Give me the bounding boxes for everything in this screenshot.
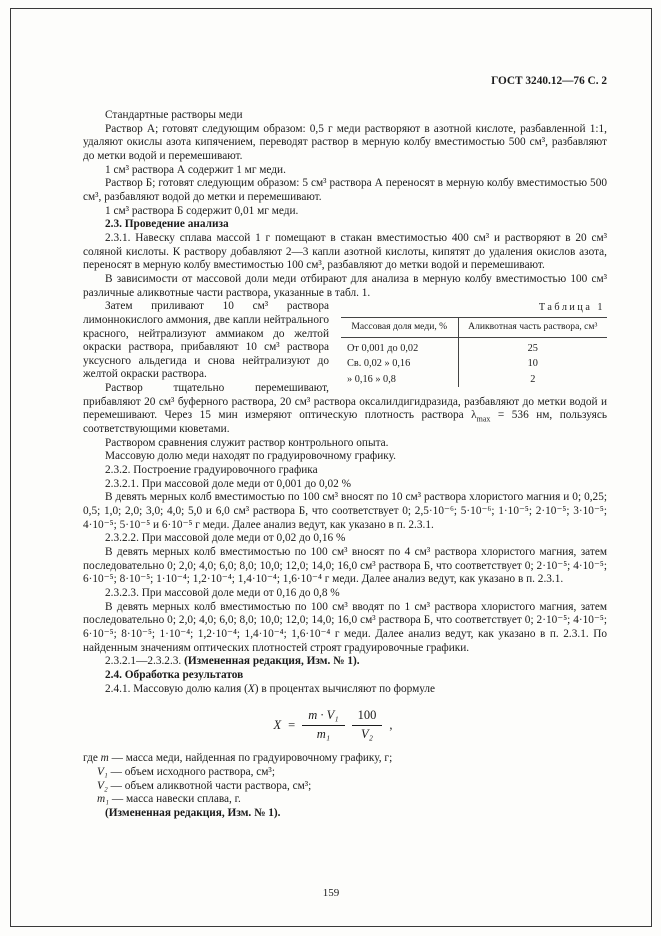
formula-variable-x-inline: X [247, 682, 255, 695]
fraction-2-denominator: V₂ [360, 726, 373, 741]
amendment-sections: 2.3.2.1—2.3.2.3. [105, 655, 185, 668]
fraction-1 [302, 708, 344, 742]
cell-value: 10 [527, 358, 538, 370]
definition-m [83, 752, 607, 766]
amendment-label: (Измененная редакция, Изм. № 1). [184, 655, 360, 668]
paragraph-2-3-2-3: В девять мерных колб вместимостью по 100 см³ вводят по 1 см³ раствора хлористого магния, затем последовательно 0; 2,0; 4,0; 6,0; 8,0; 10,0; 12,0; 14,0; 16,0 см³ раствора Б, что соответствует 0; 2·10⁻⁵; 4·10⁻⁵; 6·10⁻⁵; 8·10⁻⁵; 1·10⁻⁴; 1,2·10⁻⁴; 1,4·10⁻⁴; 1,6·10⁻⁴ г меди. Далее анализ ведут, как указано в п. 2.3.1. По найденным значениям оптических плотностей строят градуировочные графики. [83, 600, 607, 654]
table-row [341, 372, 607, 387]
final-amendment-label: (Измененная редакция, Изм. № 1). [105, 807, 281, 820]
paragraph-optical-density-tail: = 536 нм, пользуясь соответствующими кюветами. [83, 409, 608, 436]
cell-range: » 0,16 » 0,8 [341, 372, 458, 387]
definition-variable: V₁ [97, 766, 108, 779]
table-1 [341, 317, 607, 387]
definition-text: — объем аликвотной части раствора, см³; [107, 779, 312, 792]
page-border-frame [10, 8, 652, 927]
page-number: 159 [322, 886, 340, 899]
table-row [341, 357, 607, 372]
definition-m1 [83, 793, 607, 807]
cell-value: 25 [527, 342, 538, 354]
paragraph-citrate-addition: Затем приливают 10 см³ раствора лимоннокислого аммония, две капли нейтрального красного, нейтрализуют аммиаком до желтой окраски раствора, прибавляют 10 см³ раствора уксусного альдегида и снова нейтрализуют до желтой окраски раствора. [83, 300, 329, 381]
definition-variable: m [100, 752, 109, 765]
paragraph-final-amendment [83, 807, 607, 821]
definition-v1 [83, 766, 607, 780]
fraction-1-numerator: m · V₁ [302, 708, 344, 726]
formula-lhs: X [273, 717, 282, 732]
heading-2-3: 2.3. Проведение анализа [105, 218, 229, 231]
paragraph-calibration-graph: Массовую долю меди находят по градуировочному графику. [105, 450, 396, 463]
paragraph-2-3-2-2: В девять мерных колб вместимостью по 100 см³ вносят по 4 см³ раствора хлористого магния, затем последовательно 0; 2,0; 4,0; 6,0; 8,0; 10,0; 12,0; 14,0; 16,0 см³ раствора Б, что соответствует 0; 2·10⁻⁵; 4·10⁻⁵; 6·10⁻⁵; 8·10⁻⁵; 1·10⁻⁴; 1,2·10⁻⁴; 1,4·10⁻⁴; 1,6·10⁻⁴ г меди. Далее анализ ведут, как указано в п. 2.3.1. [83, 546, 607, 586]
paragraph-aliquot: В зависимости от массовой доли меди отбирают для анализа в мерную колбу вместимостью 100 см³ различные аликвотные части раствора, указанные в табл. 1. [83, 272, 607, 299]
document-body [83, 109, 607, 821]
paragraph-2-4-1-text: 2.4.1. Массовую долю калия ( [105, 682, 248, 695]
definitions-list [83, 752, 607, 807]
paragraph-solution-a: Раствор А; готовят следующим образом: 0,5 г меди растворяют в азотной кислоте, разбавленной 1:1, удаляют окислы азота кипячением, переводят раствор в мерную колбу вместимостью 500 см³, разбавляют до метки водой и перемешивают. [83, 122, 607, 162]
lambda-max-subscript: max [476, 414, 491, 424]
definition-text: — масса меди, найденная по градуировочному графику, г; [108, 752, 393, 765]
paragraph-amendment-note [83, 655, 607, 669]
cell-range: Св. 0,02 » 0,16 [341, 357, 458, 372]
column-header-aliquot-part: Аликвотная часть раствора, см³ [458, 318, 607, 338]
definition-prefix: где [83, 752, 101, 765]
formula-comma: , [389, 717, 393, 732]
heading-2-4: 2.4. Обработка результатов [105, 668, 244, 681]
paragraph-solution-b: Раствор Б; готовят следующим образом: 5 см³ раствора А переносят в мерную колбу вместимостью 500 см³, разбавляют водой до метки и перемешивают. [83, 177, 607, 203]
fraction-2 [352, 708, 383, 742]
heading-2-3-2-2: 2.3.2.2. При массовой доле меди от 0,02 до 0,16 % [105, 532, 346, 545]
cell-range: От 0,001 до 0,02 [341, 337, 458, 356]
doc-reference: ГОСТ 3240.12—76 С. 2 [491, 75, 607, 87]
formula-mass-fraction [83, 708, 583, 742]
heading-2-3-2: 2.3.2. Построение градуировочного графика [105, 464, 318, 477]
paragraph-solution-b-content: 1 см³ раствора Б содержит 0,01 мг меди. [105, 204, 299, 217]
definition-text: — объем исходного раствора, см³; [107, 766, 275, 779]
definition-text: — масса навески сплава, г. [109, 793, 241, 806]
paragraph-standard-solutions-title: Стандартные растворы меди [105, 109, 243, 121]
heading-2-3-2-1: 2.3.2.1. При массовой доле меди от 0,001 до 0,02 % [105, 477, 352, 490]
table-1-container [341, 302, 607, 387]
equals-sign: = [288, 717, 296, 732]
paragraph-solution-a-content: 1 см³ раствора А содержит 1 мг меди. [105, 163, 286, 176]
paragraph-2-3-2-1: В девять мерных колб вместимостью по 100 см³ вносят по 10 см³ раствора хлористого магния и 0; 0,25; 0,5; 1,0; 2,0; 3,0; 4,0; 5,0 и 6,0 см³ раствора Б, что соответствует 0; 2,5·10⁻⁶; 5·10⁻⁶; 1·10⁻⁵; 2·10⁻⁵; 3·10⁻⁵; 4·10⁻⁵; 5·10⁻⁵ и 6·10⁻⁵ г меди. Далее анализ ведут, как указано в п. 2.3.1. [83, 491, 607, 531]
table-1-caption: Таблица 1 [538, 302, 605, 314]
column-header-mass-fraction: Массовая доля меди, % [341, 318, 458, 338]
paragraph-reference-solution: Раствором сравнения служит раствор контрольного опыта. [105, 436, 389, 449]
fraction-1-denominator: m₁ [316, 726, 331, 741]
paragraph-2-4-1 [83, 683, 607, 697]
definition-v2 [83, 780, 607, 794]
table-row [341, 337, 607, 356]
paragraph-2-4-1-tail: ) в процентах вычисляют по формуле [254, 682, 436, 695]
table-header-row [341, 318, 607, 338]
paragraph-2-3-1: 2.3.1. Навеску сплава массой 1 г помещают в стакан вместимостью 400 см³ и растворяют в 20 см³ соляной кислоты. К раствору добавляют 2—3 капли азотной кислоты, кипятят до удаления окислов азота, переносят в мерную колбу вместимостью 100 см³, разбавляют до метки водой и перемешивают. [83, 231, 607, 272]
definition-variable: m₁ [97, 793, 110, 806]
definition-variable: V₂ [97, 779, 108, 792]
cell-value: 2 [530, 373, 536, 385]
paragraph-optical-density [83, 382, 607, 437]
heading-2-3-2-3: 2.3.2.3. При массовой доле меди от 0,16 до 0,8 % [105, 586, 340, 599]
paragraph-optical-density-text: Раствор тщательно перемешивают, прибавляют 20 см³ буферного раствора, 20 см³ раствора оксалилдигидразида, разбавляют до метки водой и перемешивают. Через 15 мин измеряют оптическую плотность раствора λ [83, 382, 607, 422]
fraction-2-numerator: 100 [352, 708, 383, 726]
